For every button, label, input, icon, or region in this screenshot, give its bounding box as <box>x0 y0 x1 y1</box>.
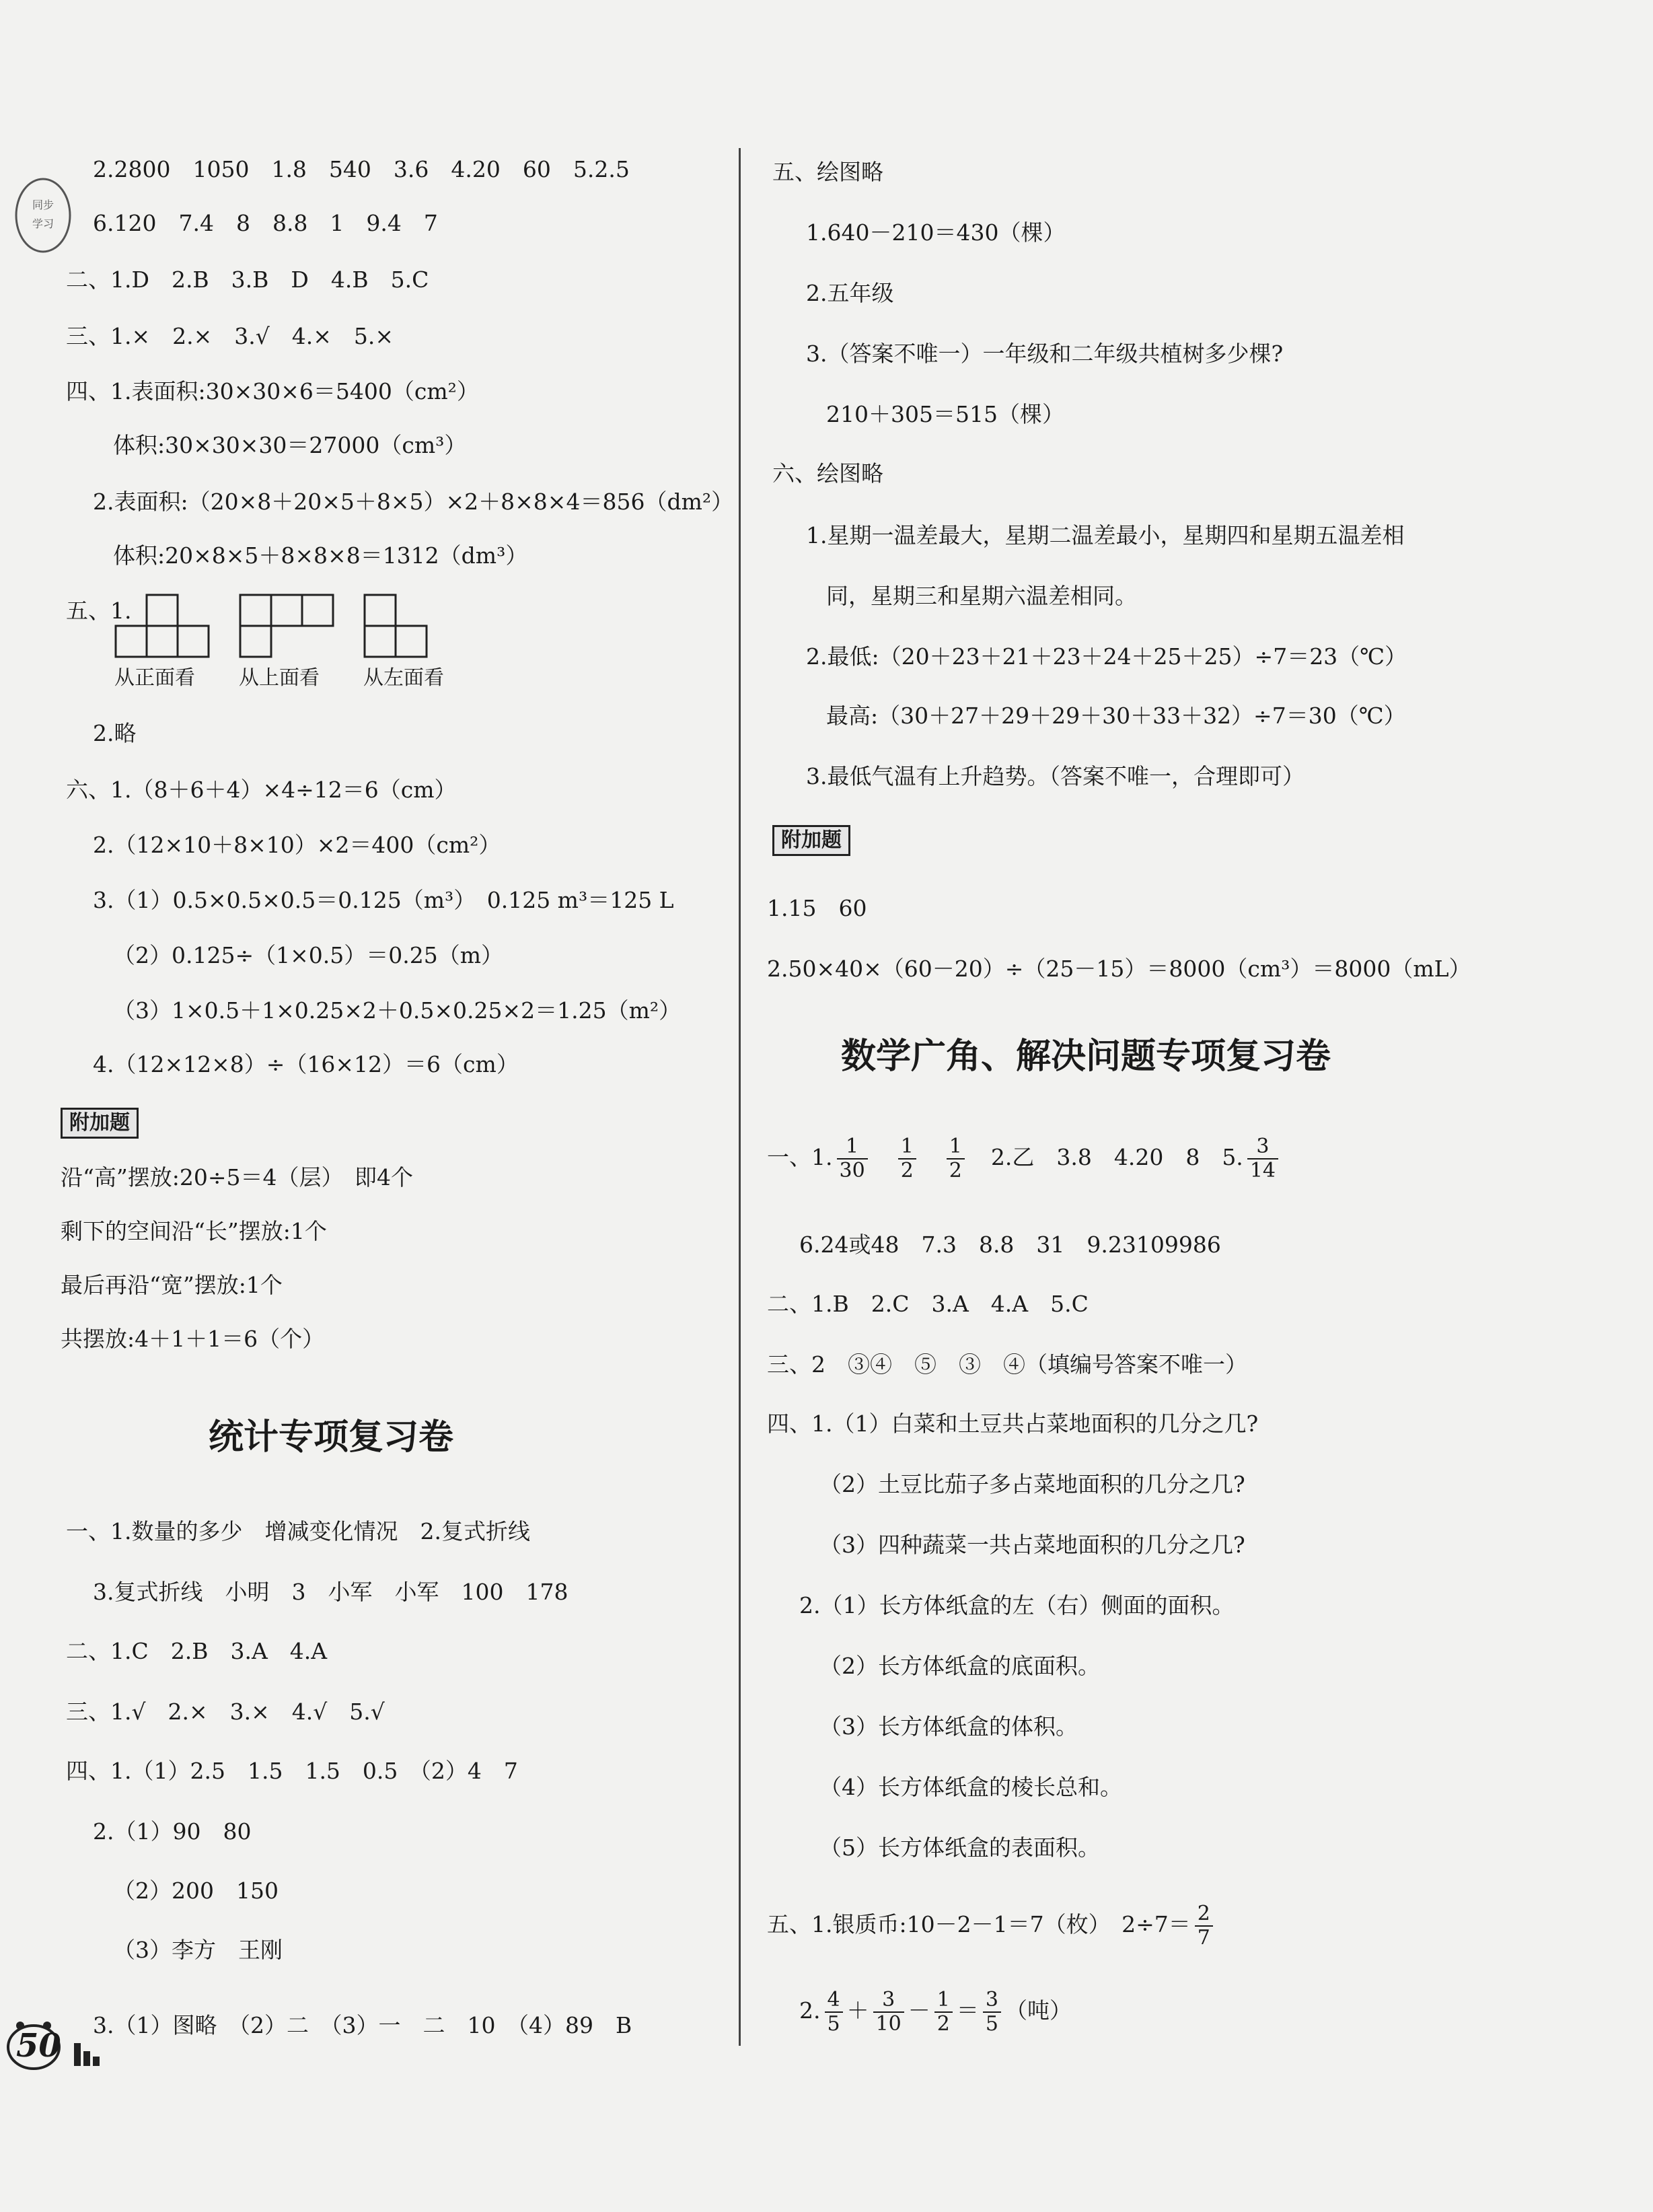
answer-line: 1.640－210＝430（棵） <box>806 219 1066 246</box>
answer-line: 最后再沿“宽”摆放:1个 <box>61 1272 283 1298</box>
answer-line: 3.复式折线 小明 3 小军 小军 100 178 <box>93 1579 568 1605</box>
answer-line: 2.表面积:（20×8＋20×5＋8×5）×2＋8×8×4＝856（dm²） <box>93 489 734 515</box>
answer-line: 五、1. <box>66 598 132 624</box>
fraction <box>1247 1135 1278 1182</box>
answer-line: （2）0.125÷（1×0.5）＝0.25（m） <box>113 942 504 968</box>
numerator: 1 <box>898 1135 916 1159</box>
answer-line: 二、1.B 2.C 3.A 4.A 5.C <box>767 1291 1089 1317</box>
fraction <box>873 1989 904 2036</box>
view-label: 从上面看 <box>239 666 320 690</box>
section-title: 统计专项复习卷 <box>209 1417 454 1458</box>
answer-line: 2.最低:（20＋23＋21＋23＋24＋25＋25）÷7＝23（℃） <box>806 643 1407 670</box>
extra-question-tag: 附加题 <box>772 825 850 856</box>
stamp-logo <box>12 175 74 256</box>
answer-line: 四、1.（1）2.5 1.5 1.5 0.5 （2）4 7 <box>66 1758 518 1784</box>
answer-line: 二、1.C 2.B 3.A 4.A <box>66 1638 328 1664</box>
numerator: 2 <box>1195 1902 1213 1927</box>
numerator: 1 <box>837 1135 868 1159</box>
answer-line: 2.（1）长方体纸盒的左（右）侧面的面积。 <box>799 1592 1235 1618</box>
answer-line: 3.（答案不唯一）一年级和二年级共植树多少棵? <box>806 341 1284 367</box>
answer-line: 6.24或48 7.3 8.8 31 9.23109986 <box>799 1232 1221 1258</box>
answer-line: 同，星期三和星期六温差相同。 <box>826 583 1137 609</box>
column-divider <box>739 148 741 2046</box>
numerator: 4 <box>825 1989 843 2013</box>
answer-line: 三、2 ③④ ⑤ ③ ④（填编号答案不唯一） <box>767 1351 1247 1378</box>
numerator: 3 <box>1247 1135 1278 1159</box>
answer-line: （3）李方 王刚 <box>113 1937 283 1963</box>
line-middle: 2.乙 3.8 4.20 8 5. <box>990 1144 1243 1170</box>
denominator: 30 <box>839 1159 865 1182</box>
answer-line: （5）长方体纸盒的表面积。 <box>819 1834 1100 1861</box>
answer-line: 4.（12×12×8）÷（16×12）＝6（cm） <box>93 1051 519 1077</box>
fraction <box>825 1989 843 2036</box>
answer-line: 四、1.表面积:30×30×6＝5400（cm²） <box>66 378 479 404</box>
answer-line: （2）长方体纸盒的底面积。 <box>819 1653 1100 1679</box>
operator: ＋ <box>846 1997 869 2024</box>
svg-text:同步: 同步 <box>32 199 54 211</box>
numerator: 3 <box>983 1989 1001 2013</box>
answer-line: 剩下的空间沿“长”摆放:1个 <box>61 1218 327 1244</box>
answer-line: 3.最低气温有上升趋势。（答案不唯一，合理即可） <box>806 763 1305 789</box>
denominator: 5 <box>985 2012 998 2036</box>
answer-line: （3）四种蔬菜一共占菜地面积的几分之几? <box>819 1532 1245 1558</box>
answer-line: （3）1×0.5＋1×0.25×2＋0.5×0.25×2＝1.25（m²） <box>113 997 682 1024</box>
answer-line: 二、1.D 2.B 3.B D 4.B 5.C <box>66 266 429 293</box>
answer-line: （3）长方体纸盒的体积。 <box>819 1713 1078 1740</box>
answer-line: 2.2800 1050 1.8 540 3.6 4.20 60 5.2.5 <box>93 156 630 182</box>
answer-line-fractions <box>767 1899 1217 1950</box>
answer-line: 2.五年级 <box>806 280 894 306</box>
denominator: 7 <box>1197 1926 1210 1950</box>
answer-line: 1.星期一温差最大，星期二温差最小，星期四和星期五温差相 <box>806 522 1405 548</box>
answer-line-fractions <box>767 1132 1282 1183</box>
fraction <box>898 1135 916 1182</box>
numerator: 1 <box>934 1989 953 2013</box>
answer-line: 五、绘图略 <box>772 159 883 185</box>
svg-text:学习: 学习 <box>32 217 54 230</box>
answer-line: 3.（1）0.5×0.5×0.5＝0.125（m³） 0.125 m³＝125 L <box>93 887 674 913</box>
numerator: 1 <box>947 1135 965 1159</box>
denominator: 2 <box>900 1159 914 1182</box>
answer-line: 最高:（30＋27＋29＋29＋30＋33＋32）÷7＝30（℃） <box>826 703 1406 729</box>
answer-line: 1.15 60 <box>767 895 867 921</box>
answer-line: 2.50×40×（60－20）÷（25－15）＝8000（cm³）＝8000（mL） <box>767 956 1471 982</box>
answer-line: 210＋305＝515（棵） <box>826 401 1064 427</box>
answer-line: 2.（12×10＋8×10）×2＝400（cm²） <box>93 832 501 858</box>
left-view <box>363 592 444 690</box>
answer-line: 三、1.× 2.× 3.√ 4.× 5.× <box>66 323 394 349</box>
answer-line: 六、1.（8＋6＋4）×4÷12＝6（cm） <box>66 777 457 803</box>
answer-line: （4）长方体纸盒的棱长总和。 <box>819 1774 1122 1800</box>
fraction <box>1195 1902 1213 1950</box>
fraction <box>983 1989 1001 2036</box>
operator: ＝ <box>956 1997 979 2024</box>
line-prefix: 五、1.银质币:10－2－1＝7（枚） 2÷7＝ <box>767 1911 1191 1937</box>
answer-line: 三、1.√ 2.× 3.× 4.√ 5.√ <box>66 1699 385 1725</box>
answer-line: （2）200 150 <box>113 1878 279 1904</box>
answer-line: 四、1.（1）白菜和土豆共占菜地面积的几分之几? <box>767 1411 1259 1437</box>
line-suffix: （吨） <box>1004 1997 1072 2024</box>
fraction <box>947 1135 965 1182</box>
fraction <box>934 1989 953 2036</box>
answer-line: 体积:20×8×5＋8×8×8＝1312（dm³） <box>113 542 528 569</box>
answer-line: （2）土豆比茄子多占菜地面积的几分之几? <box>819 1471 1245 1497</box>
view-label: 从左面看 <box>363 666 444 690</box>
answer-line: 6.120 7.4 8 8.8 1 9.4 7 <box>93 210 438 236</box>
answer-line: 六、绘图略 <box>772 460 883 487</box>
section-title: 数学广角、解决问题专项复习卷 <box>841 1036 1331 1077</box>
denominator: 2 <box>949 1159 962 1182</box>
answer-line: 沿“高”摆放:20÷5＝4（层） 即4个 <box>61 1164 413 1190</box>
extra-question-tag: 附加题 <box>61 1108 139 1139</box>
page-number: 50 <box>16 2027 61 2065</box>
denominator: 2 <box>936 2012 950 2036</box>
page-number-badge <box>5 2019 66 2073</box>
answer-line: 2.略 <box>93 720 137 746</box>
top-view <box>239 592 340 690</box>
answer-line: 2.（1）90 80 <box>93 1818 252 1845</box>
denominator: 14 <box>1249 1159 1276 1182</box>
answer-line: 3.（1）图略 （2）二 （3）一 二 10 （4）89 B <box>93 2012 632 2038</box>
numerator: 3 <box>873 1989 904 2013</box>
answer-line: 体积:30×30×30＝27000（cm³） <box>113 432 467 458</box>
operator: － <box>908 1997 930 2024</box>
answer-line: 共摆放:4＋1＋1＝6（个） <box>61 1326 325 1352</box>
answer-line-fractions <box>799 1985 1072 2036</box>
view-label: 从正面看 <box>114 666 195 690</box>
answer-line: 一、1.数量的多少 增减变化情况 2.复式折线 <box>66 1518 530 1544</box>
denominator: 10 <box>875 2012 902 2036</box>
front-view <box>114 592 215 690</box>
bar-chart-icon <box>73 2040 106 2070</box>
fraction <box>837 1135 868 1182</box>
line-prefix: 2. <box>799 1997 821 2024</box>
denominator: 5 <box>827 2012 840 2036</box>
line-prefix: 一、1. <box>767 1144 833 1170</box>
